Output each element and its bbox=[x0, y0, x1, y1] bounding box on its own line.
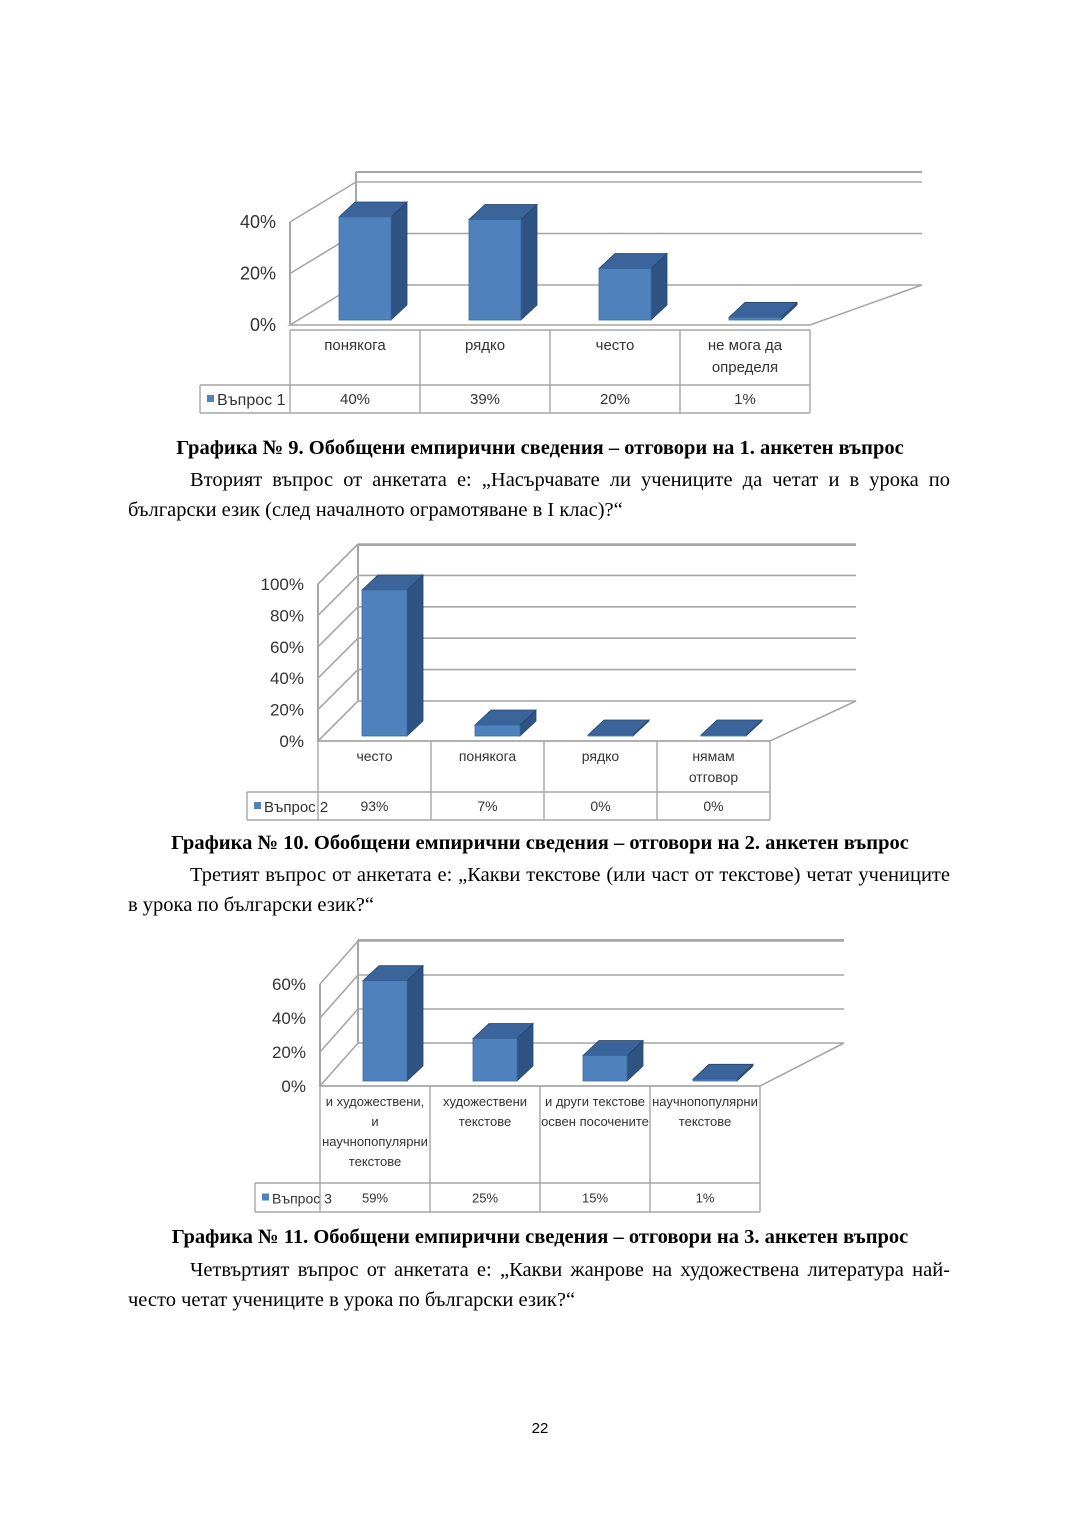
bar-top bbox=[693, 1064, 753, 1079]
bar-side bbox=[407, 575, 423, 736]
y-tick-label: 0% bbox=[281, 1077, 306, 1096]
y-tick-label: 0% bbox=[279, 732, 304, 751]
data-label: 0% bbox=[590, 798, 611, 814]
bar-side bbox=[407, 966, 423, 1081]
data-label: 93% bbox=[360, 798, 389, 814]
paragraph-question-3: Третият въпрос от анкетата е: „Какви текстове (или част от текстове) четат учениците в урока по български език?“ bbox=[128, 864, 950, 916]
bar-top bbox=[729, 302, 797, 317]
chart-caption-10: Графика № 10. Обобщени емпирични сведения – отговори на 2. анкетен въпрос bbox=[171, 832, 909, 854]
bar-side bbox=[521, 205, 537, 320]
data-label: 39% bbox=[469, 391, 501, 408]
y-tick-label: 20% bbox=[271, 1043, 306, 1062]
legend-series-name: Въпрос 2 bbox=[264, 799, 329, 816]
chart-caption-11: Графика № 11. Обобщени емпирични сведения – отговори на 3. анкетен въпрос bbox=[171, 1226, 909, 1248]
bar bbox=[701, 735, 746, 736]
data-label: 7% bbox=[477, 798, 498, 814]
bar bbox=[362, 590, 407, 736]
gridline-side bbox=[320, 1009, 358, 1052]
y-tick-label: 20% bbox=[239, 263, 276, 284]
y-tick-label: 0% bbox=[249, 315, 276, 335]
category-label: понякога bbox=[458, 748, 517, 764]
category-label: често bbox=[356, 748, 393, 764]
bar bbox=[469, 220, 521, 320]
data-label: 1% bbox=[695, 1190, 715, 1206]
data-label: 0% bbox=[703, 798, 724, 814]
gridline-side bbox=[318, 544, 358, 584]
bar-top bbox=[588, 720, 649, 735]
bar bbox=[599, 269, 651, 321]
bar bbox=[693, 1079, 737, 1081]
gridline-side bbox=[318, 638, 358, 678]
category-label: рядко bbox=[464, 337, 506, 354]
category-label: текстове bbox=[458, 1114, 512, 1129]
bar-top bbox=[701, 720, 762, 735]
y-tick-label: 60% bbox=[271, 975, 306, 994]
category-label: не мога да bbox=[707, 337, 783, 354]
legend-series-name: Въпрос 1 bbox=[217, 392, 286, 409]
gridline-side bbox=[318, 607, 358, 647]
data-label: 40% bbox=[339, 391, 371, 408]
category-label: нямам bbox=[692, 748, 735, 764]
bar-side bbox=[391, 202, 407, 320]
category-label: и художествени, bbox=[325, 1094, 425, 1109]
y-tick-label: 20% bbox=[269, 700, 304, 720]
category-label: художествени bbox=[442, 1094, 528, 1109]
legend-swatch bbox=[262, 1194, 269, 1201]
category-label: текстове bbox=[678, 1114, 732, 1129]
y-tick-label: 40% bbox=[269, 669, 304, 689]
gridline-side bbox=[318, 670, 358, 710]
legend-swatch bbox=[207, 395, 214, 402]
data-label: 20% bbox=[599, 391, 631, 408]
data-label: 59% bbox=[361, 1190, 389, 1206]
category-label: научнопопулярни bbox=[652, 1094, 758, 1109]
y-tick-label: 40% bbox=[271, 1009, 306, 1028]
y-tick-label: 40% bbox=[239, 212, 276, 232]
y-tick-label: 80% bbox=[269, 606, 304, 626]
category-label: отговор bbox=[688, 769, 739, 785]
category-label: определя bbox=[711, 359, 779, 376]
gridline-side bbox=[320, 975, 358, 1018]
bar bbox=[588, 735, 633, 736]
bar bbox=[473, 1039, 517, 1082]
bar-chart-question-3 bbox=[0, 930, 1080, 1230]
category-label: понякога bbox=[324, 337, 386, 354]
page-number: 22 bbox=[531, 1420, 549, 1437]
data-label: 15% bbox=[581, 1190, 609, 1206]
legend-swatch bbox=[254, 802, 261, 809]
y-tick-label: 60% bbox=[269, 637, 304, 657]
bar-chart-question-2 bbox=[0, 535, 1080, 835]
gridline-side bbox=[318, 575, 358, 615]
data-label: 1% bbox=[734, 391, 756, 408]
y-tick-label: 100% bbox=[260, 575, 304, 594]
bar bbox=[583, 1056, 627, 1082]
category-label: и bbox=[371, 1114, 379, 1129]
legend-series-name: Въпрос 3 bbox=[272, 1190, 332, 1207]
paragraph-question-2: Вторият въпрос от анкетата е: „Насърчавате ли учениците да четат и в урока по български език (след началното ограмотяване в I клас)?“ bbox=[128, 469, 950, 521]
paragraph-question-4: Четвъртият въпрос от анкетата е: „Какви жанрове на художествена литература най-често четат учениците в урока по български език?“ bbox=[128, 1259, 950, 1311]
gridline-side bbox=[320, 941, 358, 984]
bar bbox=[363, 981, 407, 1081]
category-label: освен посочените bbox=[541, 1114, 649, 1129]
category-label: често bbox=[595, 337, 635, 354]
chart-caption-9: Графика № 9. Обобщени емпирични сведения – отговори на 1. анкетен въпрос bbox=[176, 437, 904, 459]
category-label: текстове bbox=[348, 1154, 402, 1169]
category-label: рядко bbox=[581, 748, 620, 764]
category-label: и други текстове bbox=[544, 1094, 646, 1109]
bar bbox=[729, 317, 781, 320]
category-label: научнопопулярни bbox=[322, 1134, 428, 1149]
data-label: 25% bbox=[471, 1190, 499, 1206]
bar bbox=[475, 725, 520, 736]
bar bbox=[339, 217, 391, 320]
bar-chart-question-1 bbox=[0, 160, 1080, 430]
